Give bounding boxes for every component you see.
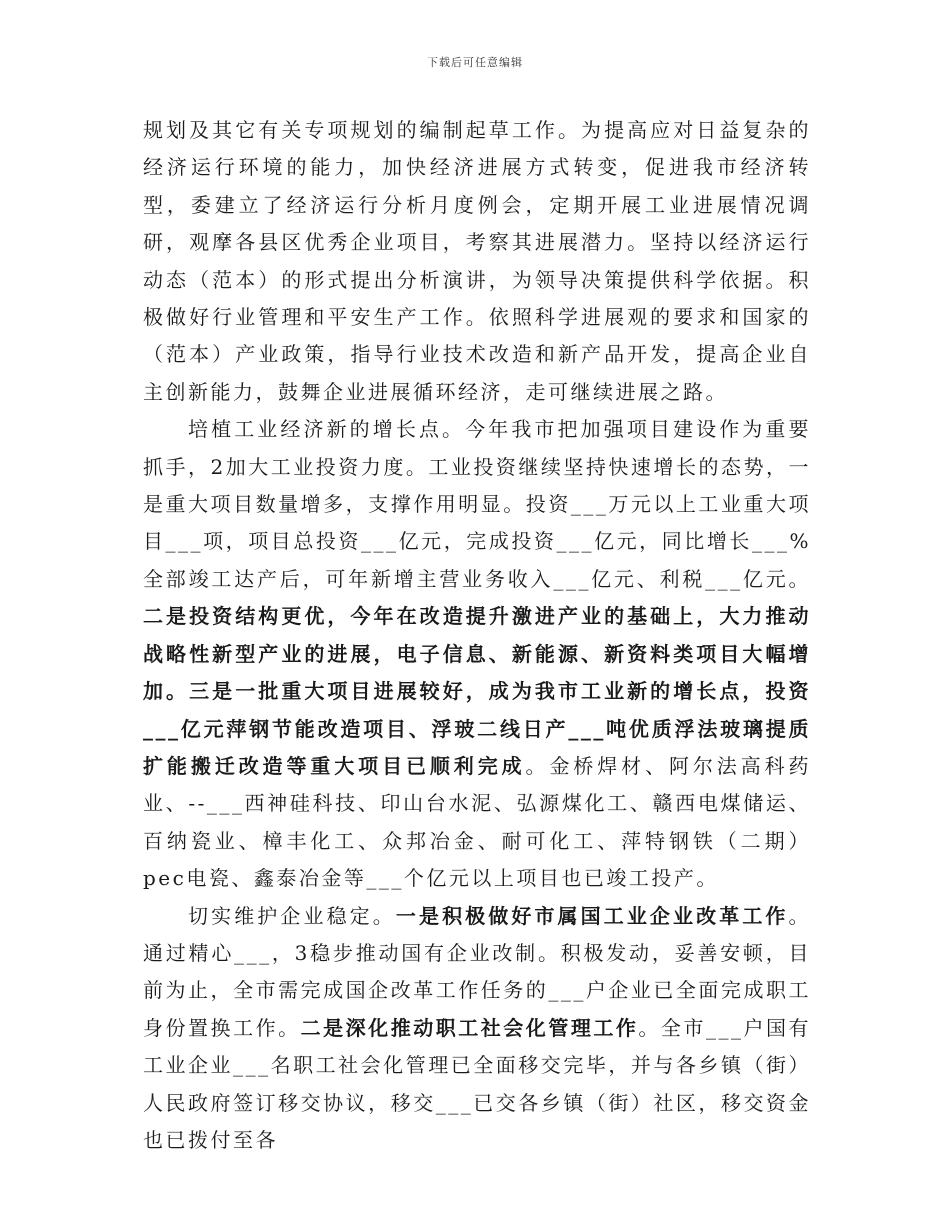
bold-text-segment: 二是深化推动职工社会化管理工作	[300, 1015, 639, 1040]
page-header-note: 下载后可任意编辑	[427, 56, 523, 69]
text-segment: 。金桥焊材、阿尔法高科药业、--___西神硅科技、印山台水泥、弘源煤化工、赣西电煤储运、百纳瓷业、樟丰化工、众邦冶金、耐可化工、萍特钢铁（二期）pec电瓷、鑫泰冶金等___个亿元以上项目也已竣工投产。	[143, 753, 812, 891]
text-segment: 。全市___户国有工业企业___名职工社会化管理已全面移交完毕，并与各乡镇（街）人民政府签订移交协议，移交___已交各乡镇（街）社区，移交资金也已拨付至各	[143, 1015, 812, 1152]
document-body	[143, 112, 811, 1159]
paragraph-enterprise-stability	[143, 898, 811, 1160]
paragraph-growth-points	[143, 411, 811, 897]
text-segment: 规划及其它有关专项规划的编制起草工作。为提高应对日益复杂的经济运行环境的能力，加快经济进展方式转变，促进我市经济转型，委建立了经济运行分析月度例会，定期开展工业进展情况调研，观摩各县区优秀企业项目，考察其进展潜力。坚持以经济运行动态（范本）的形式提出分析演讲，为领导决策提供科学依据。积极做好行业管理和平安生产工作。依照科学进展观的要求和国家的（范本）产业政策，指导行业技术改造和新产品开发，提高企业自主创新能力，鼓舞企业进展循环经济，走可继续进展之路。	[143, 118, 811, 404]
bold-text-segment: 二是投资结构更优，今年在改造提升激进产业的基础上，大力推动战略性新型产业的进展，电子信息、新能源、新资料类项目大幅增加。三是一批重大项目进展较好，成为我市工业新的增长点，投资___亿元萍钢节能改造项目、浮玻二线日产___吨优质浮法玻璃提质扩能搬迁改造等重大项目已顺利完成	[143, 604, 811, 778]
text-segment: 切实维护企业稳定。	[188, 903, 396, 928]
text-segment: 培植工业经济新的增长点。今年我市把加强项目建设作为重要抓手，2加大工业投资力度。工业投资继续坚持快速增长的态势，一是重大项目数量增多，支撑作用明显。投资___万元以上工业重大项目___项，项目总投资___亿元，完成投资___亿元，同比增长___%全部竣工达产后，可年新增主营业务收入___亿元、利税___亿元。	[143, 417, 811, 591]
text-segment: 。通过精心___，3稳步推动国有企业改制。积极发动，妥善安顿，目前为止，全市需完成国企改革工作任务的___户企业已全面完成职工身份置换工作。	[143, 903, 812, 1040]
paragraph-planning	[143, 112, 811, 411]
bold-text-segment: 一是积极做好市属国工业企业改革工作	[395, 903, 789, 928]
